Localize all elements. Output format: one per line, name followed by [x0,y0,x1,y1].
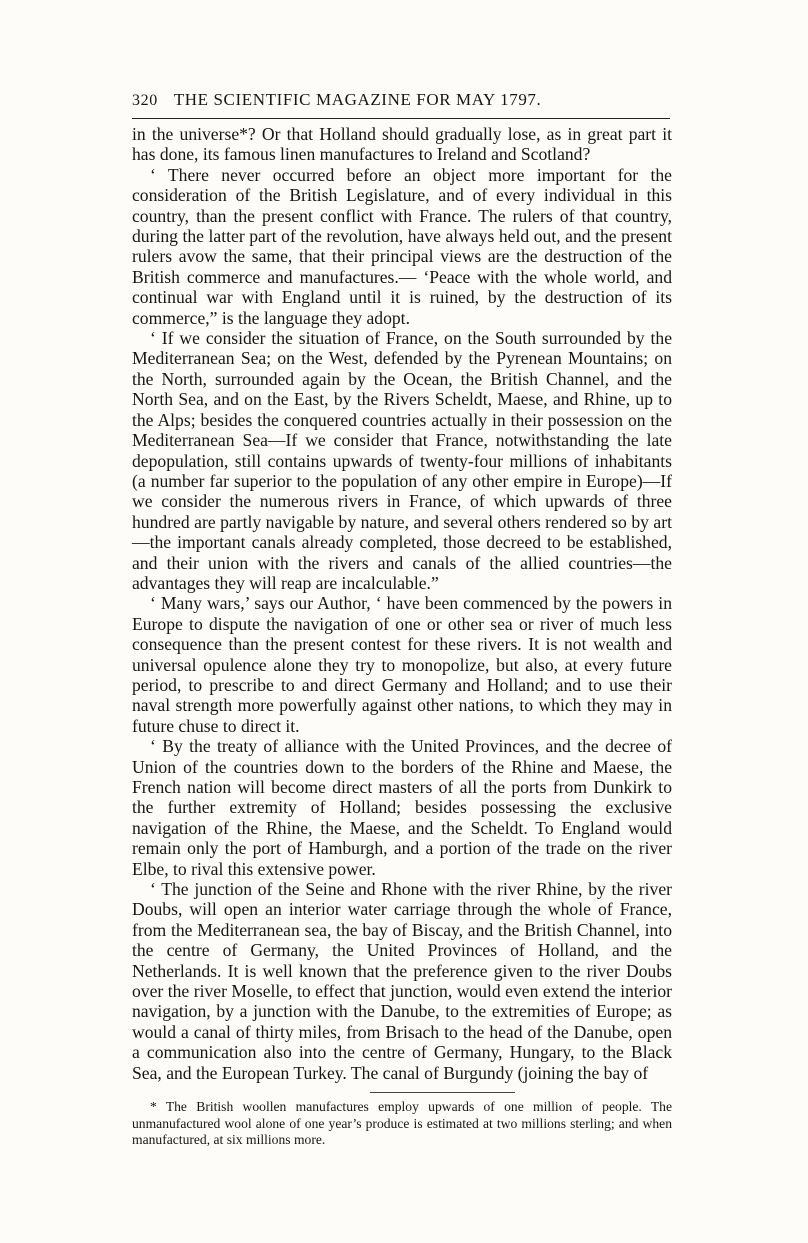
paragraph: ‘ By the treaty of alliance with the United Provinces, and the decree of Union of the countries down to the borders of the Rhine and Maese, the French nation will become direct masters of all the ports from Dunkirk to the further extremity of Holland; besides possessing the exclusive navigation of the Rhine, the Maese, and the Scheldt. To England would remain only the port of Hamburgh, and a portion of the trade on the river Elbe, to rival this extensive power. [132,736,672,879]
footnote [132,1099,672,1149]
running-title: THE SCIENTIFIC MAGAZINE FOR MAY 1797. [173,90,542,109]
running-header [132,90,667,110]
paragraph: ‘ The junction of the Seine and Rhone with the river Rhine, by the river Doubs, will open an interior water carriage through the whole of France, from the Mediterranean sea, the bay of Biscay, and the British Channel, into the centre of Germany, the United Provinces of Holland, and the Netherlands. It is well known that the preference given to the river Doubs over the river Moselle, to effect that junction, would even extend the interior navigation, by a junction with the Danube, to the extremities of Europe; as would a canal of thirty miles, from Brisach to the head of the Danube, open a communication also into the centre of Germany, Hungary, to the Black Sea, and the European Turkey. The canal of Burgundy (joining the bay of [132,879,672,1083]
paragraph: ‘ There never occurred before an object more important for the consideration of the British Legislature, and of every individual in this country, than the present conflict with France. The rulers of that country, during the latter part of the revolution, have always held out, and the present rulers avow the same, that their principal views are the destruction of the British commerce and manufactures.— ‘Peace with the whole world, and continual war with England until it is ruined, by the destruction of its commerce,” is the language they adopt. [132,164,672,328]
paragraph: ‘ Many wars,’ says our Author, ‘ have been commenced by the powers in Europe to dispute the navigation of one or other sea or river of much less consequence than the present contest for these rivers. It is not wealth and universal opulence alone they try to monopolize, but also, at every future period, to prescribe to and direct Germany and Holland; and to use their naval strength more powerfully against other nations, to which they may in future chuse to direct it. [132,593,672,736]
page-number: 320 [132,92,158,109]
footnote-rule [370,1092,515,1093]
footnote-text: * The British woollen manufactures employ upwards of one million of people. The unmanufactured wool alone of one year’s produce is estimated at two millions sterling; and when manufactured, at six millions more. [132,1099,672,1148]
body-text [132,124,672,1083]
paragraph: ‘ If we consider the situation of France, on the South surrounded by the Mediterranean Sea; on the West, defended by the Pyrenean Mountains; on the North, surrounded again by the Ocean, the British Channel, and the North Sea, and on the East, by the Rivers Scheldt, Maese, and Rhine, up to the Alps; besides the conquered countries actually in their possession on the Mediterranean Sea—If we consider that France, notwithstanding the late depopulation, still contains upwards of twenty-four millions of inhabitants (a number far superior to the population of any other empire in Europe)—If we consider the numerous rivers in France, of which upwards of three hundred are partly navigable by nature, and several others rendered so by art—the important canals already completed, those decreed to be established, and their union with the rivers and canals of the allied countries—the advantages they will reap are incalculable.” [132,328,672,593]
paragraph: in the universe*? Or that Holland should gradually lose, as in great part it has done, its famous linen manufactures to Ireland and Scotland? [132,124,672,165]
header-rule [132,118,670,119]
